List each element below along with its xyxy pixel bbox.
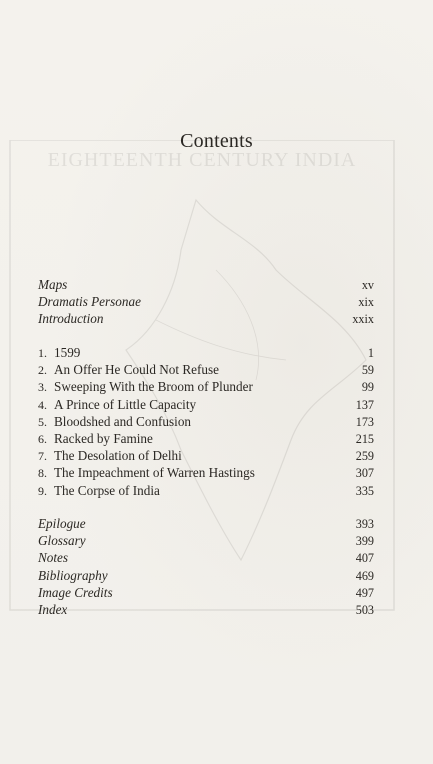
- chapter-page-number: 59: [361, 363, 374, 378]
- chapter-title: The Corpse of India: [54, 482, 160, 498]
- chapter-number: 4.: [38, 397, 47, 412]
- chapter-entry: [38, 447, 374, 464]
- chapter-entry: [38, 464, 374, 481]
- entry-page-number: xv: [361, 278, 374, 292]
- entry-title: Bibliography: [38, 567, 108, 583]
- entry-page-number: 407: [355, 551, 374, 566]
- toc-entry: [38, 310, 374, 327]
- chapter-title: Racked by Famine: [54, 430, 153, 446]
- entry-title: Epilogue: [38, 516, 86, 531]
- entry-page-number: xxix: [352, 312, 374, 327]
- chapter-title: 1599: [54, 345, 81, 360]
- toc-entry: [38, 549, 374, 566]
- page-title: Contents: [180, 130, 253, 152]
- chapter-page-number: 259: [355, 449, 374, 464]
- chapter-entry: [38, 344, 374, 361]
- chapter-title: The Impeachment of Warren Hastings: [54, 465, 255, 481]
- chapter-number: 2.: [38, 363, 47, 378]
- chapter-title: Sweeping With the Broom of Plunder: [54, 379, 253, 395]
- back-matter-list: [38, 515, 374, 618]
- chapter-number: 1.: [38, 346, 47, 360]
- toc-entry: [38, 601, 374, 618]
- toc-entry: [38, 567, 374, 584]
- chapter-number: 6.: [38, 431, 47, 446]
- entry-title: Notes: [38, 550, 69, 566]
- chapter-title: The Desolation of Delhi: [54, 448, 182, 464]
- chapter-title: A Prince of Little Capacity: [54, 396, 197, 412]
- toc-entry: [38, 584, 374, 601]
- chapter-page-number: 335: [355, 483, 374, 498]
- toc-entry: [38, 276, 374, 293]
- chapter-number: 3.: [38, 380, 47, 395]
- chapter-number: 7.: [38, 449, 47, 464]
- entry-page-number: 503: [355, 602, 374, 617]
- chapter-entry: [38, 396, 374, 413]
- chapter-number: 8.: [38, 466, 47, 481]
- chapter-page-number: 307: [355, 466, 374, 481]
- entry-page-number: 469: [355, 568, 374, 583]
- entry-title: Dramatis Personae: [38, 294, 141, 310]
- entry-title: Maps: [38, 277, 68, 292]
- chapter-page-number: 215: [355, 431, 374, 446]
- chapter-page-number: 137: [355, 397, 374, 412]
- chapter-title: An Offer He Could Not Refuse: [54, 362, 219, 378]
- chapter-entry: [38, 413, 374, 430]
- chapter-list: [38, 344, 374, 499]
- entry-title: Introduction: [38, 311, 104, 327]
- entry-page-number: xix: [358, 295, 374, 310]
- chapter-entry: [38, 378, 374, 395]
- chapter-page-number: 1: [367, 346, 374, 360]
- toc-entry: [38, 515, 374, 532]
- chapter-page-number: 99: [361, 380, 374, 395]
- chapter-page-number: 173: [355, 414, 374, 429]
- entry-title: Glossary: [38, 533, 86, 549]
- toc-entry: [38, 532, 374, 549]
- entry-page-number: 393: [355, 517, 374, 531]
- entry-page-number: 399: [355, 534, 374, 549]
- chapter-number: 9.: [38, 483, 47, 498]
- bleed-through-map-title: EIGHTEENTH CENTURY INDIA: [47, 149, 357, 171]
- entry-title: Index: [38, 601, 68, 617]
- entry-page-number: 497: [355, 585, 374, 600]
- chapter-title: Bloodshed and Confusion: [54, 413, 192, 429]
- entry-title: Image Credits: [38, 584, 113, 600]
- chapter-entry: [38, 430, 374, 447]
- front-matter-list: [38, 276, 374, 328]
- toc-entry: [38, 293, 374, 310]
- chapter-number: 5.: [38, 414, 47, 429]
- chapter-entry: [38, 482, 374, 499]
- chapter-entry: [38, 361, 374, 378]
